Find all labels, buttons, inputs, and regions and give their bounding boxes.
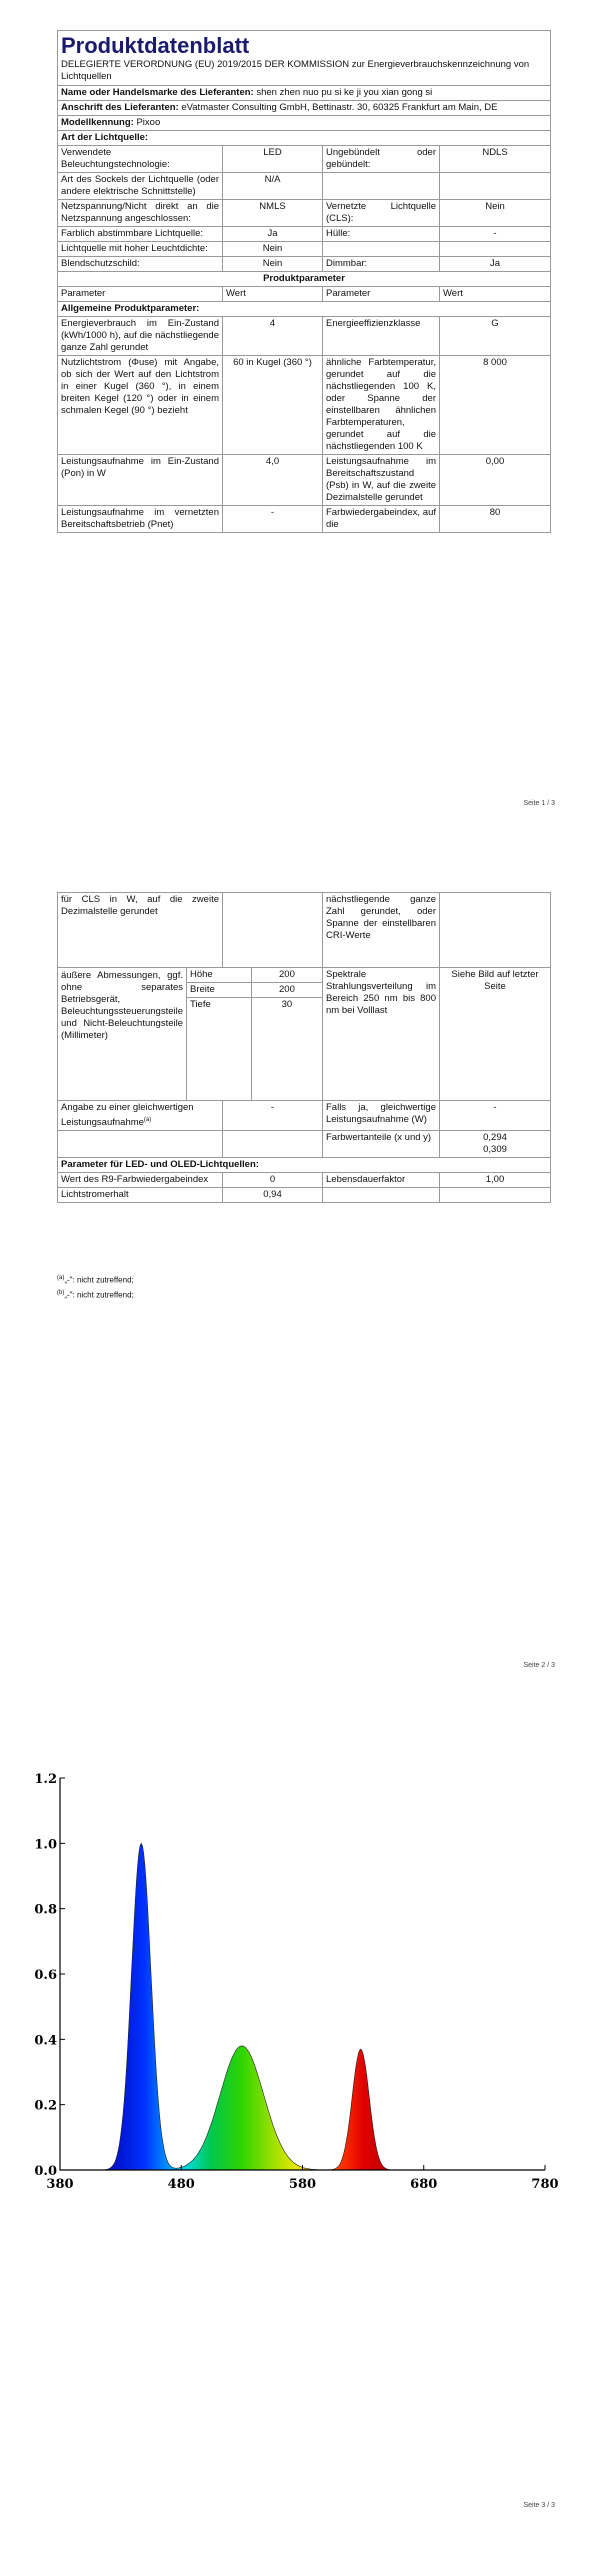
y-tick-label: 0.6 [34,1968,57,1983]
table-row [58,317,551,356]
cell-label: Nutzlichtstrom (Φuse) mit Angabe, ob sich der Wert auf den Lichtstrom in einer Kugel (360 °), in einem breiten Kegel (120 °) oder in einem schmalen Kegel (90 °) bezieht [58,356,223,455]
spectral-value: Siehe Bild auf letzter Seite [440,968,551,1101]
cell-label: Blendschutzschild: [58,257,223,272]
cell-label: Dimmbar: [323,257,440,272]
cell-value: N/A [223,173,323,200]
page-1 [0,0,603,820]
model-row [58,116,551,131]
x-tick-label: 480 [167,2177,195,2192]
dim-depth-label: Tiefe [187,998,252,1101]
cell-value: Ja [440,257,551,272]
dim-width-value: 200 [251,983,322,998]
light-source-type-heading: Art der Lichtquelle: [58,131,551,146]
empty-cell [58,1131,223,1158]
x-tick-label: 380 [46,2177,74,2192]
product-params-heading: Produktparameter [58,272,551,287]
y-tick-label: 0.8 [34,1902,57,1918]
equiv-label: Angabe zu einer gleichwertigen Leistungsaufnahme$^{(a)}$ [58,1101,223,1131]
table-row [58,1188,551,1203]
column-header: Parameter [58,287,223,302]
table-row [58,455,551,506]
cell-label: Vernetzte Lichtquelle (CLS): [323,200,440,227]
cell-value: NMLS [223,200,323,227]
page-number: Seite 3 / 3 [523,2502,555,2509]
footnotes [57,1272,134,1301]
dimensions-label: äußere Abmessungen, ggf. ohne separates Betriebsgerät, Beleuchtungssteuerungsteile und Nicht-Beleuchtungsteile (Millimeter) [58,968,187,1100]
dim-width-label: Breite [187,983,252,998]
spectral-distribution-chart [34,1740,560,2260]
cell-value: 80 [440,506,551,533]
led-params-heading: Parameter für LED- und OLED-Lichtquellen: [58,1158,551,1173]
dim-height-value: 200 [251,968,322,983]
x-tick-label: 680 [410,2177,438,2192]
table-row [58,146,551,173]
y-tick-label: 1.2 [34,1772,57,1787]
cell-value: Nein [223,257,323,272]
cell-label: Energieverbrauch im Ein-Zustand (kWh/1000 h), auf die nächstliegende ganze Zahl gerundet [58,317,223,356]
table-row [58,1101,551,1131]
cell-label: Art des Sockels der Lichtquelle (oder andere elektrische Schnittstelle) [58,173,223,200]
equiv-value: - [223,1101,323,1131]
chroma-values: 0,294 0,309 [440,1131,551,1158]
page-number: Seite 1 / 3 [523,800,555,807]
cell-value: 8 000 [440,356,551,455]
if-yes-value: - [440,1101,551,1131]
cell-label: ähnliche Farbtemperatur, gerundet auf die nächstliegenden 100 K, oder Spanne der einstellbaren ähnlichen Farbtemperaturen, gerundet auf die nächstliegenden 100 K [323,356,440,455]
dim-depth-value: 30 [251,998,322,1101]
cell-label: Lichtquelle mit hoher Leuchtdichte: [58,242,223,257]
y-tick-label: 0.4 [34,2033,57,2049]
cell-label [323,173,440,200]
cell-value [223,893,323,968]
table-row [58,257,551,272]
table-row [58,200,551,227]
table-row [58,227,551,242]
maintenance-value: 0,94 [223,1188,323,1203]
cell-value: 60 in Kugel (360 °) [223,356,323,455]
y-tick-label: 0.2 [34,2098,57,2114]
cell-label: Farblich abstimmbare Lichtquelle: [58,227,223,242]
cell-value [440,242,551,257]
table-row [58,506,551,533]
cell-label: Leistungsaufnahme im Ein-Zustand (Pon) in W [58,455,223,506]
cell-value: G [440,317,551,356]
table-row [58,1131,551,1158]
cell-value: Ja [223,227,323,242]
column-header: Wert [440,287,551,302]
table-row [58,968,551,1101]
chroma-label: Farbwertanteile (x und y) [323,1131,440,1158]
cell-label: Leistungsaufnahme im vernetzten Bereitschaftsbetrieb (Pnet) [58,506,223,533]
general-params-heading: Allgemeine Produktparameter: [58,302,551,317]
cell-value: LED [223,146,323,173]
spectral-label: Spektrale Strahlungsverteilung im Bereich 250 nm bis 800 nm bei Volllast [323,968,440,1101]
cell-value: 4,0 [223,455,323,506]
table-row [58,242,551,257]
cell-value: - [440,227,551,242]
page-title: Produktdatenblatt [61,33,250,58]
supplier-address-value: eVatmaster Consulting GmbH, Bettinastr. 30, 60325 Frankfurt am Main, DE [181,102,498,113]
page-2 [0,872,603,1682]
cell-value: 0,00 [440,455,551,506]
cell-value: NDLS [440,146,551,173]
cell-value [440,173,551,200]
supplier-name-row [58,86,551,101]
empty-cell [440,1188,551,1203]
cell-label: Ungebündelt oder gebündelt: [323,146,440,173]
supplier-address-row [58,101,551,116]
model-value: Pixoo [136,117,161,128]
column-header: Parameter [323,287,440,302]
cell-label: Netzspannung/Nicht direkt an die Netzspannung angeschlossen: [58,200,223,227]
dim-height-label: Höhe [187,968,252,983]
y-tick-label: 1.0 [34,1837,57,1853]
maintenance-label: Lichtstromerhalt [58,1188,223,1203]
y-tick-label: 0.0 [34,2164,57,2179]
cell-label: Energieeffizienzklasse [323,317,440,356]
cell-label: nächstliegende ganze Zahl gerundet, oder Spanne der einstellbaren CRI-Werte [323,893,440,968]
column-header: Wert [223,287,323,302]
r9-label: Wert des R9-Farbwiedergabeindex [58,1173,223,1188]
supplier-address-label: Anschrift des Lieferanten: [61,102,179,113]
cell-label: Farbwiedergabeindex, auf die [323,506,440,533]
table-row [58,173,551,200]
x-tick-label: 780 [531,2177,559,2192]
r9-value: 0 [223,1173,323,1188]
footnote-b: $^{(b)}$„-": nicht zutreffend; [57,1289,134,1300]
regulation-text: DELEGIERTE VERORDNUNG (EU) 2019/2015 DER KOMMISSION zur Energieverbrauchskennzeichnung von Lichtquellen [61,59,530,82]
cell-label: Hülle: [323,227,440,242]
cell-value [440,893,551,968]
empty-cell [323,1188,440,1203]
cell-value: Nein [223,242,323,257]
cell-value: - [223,506,323,533]
footnote-a: $^{(a)}$„-": nicht zutreffend; [57,1275,134,1285]
lifetime-value: 1,00 [440,1173,551,1188]
model-label: Modellkennung: [61,117,134,128]
supplier-name-label: Name oder Handelsmarke des Lieferanten: [61,87,254,98]
cell-label: für CLS in W, auf die zweite Dezimalstelle gerundet [58,893,223,968]
x-tick-label: 580 [288,2177,317,2192]
table-row [58,893,551,968]
spectrum-area [60,1843,545,2170]
datasheet-table-page2 [57,892,551,1203]
page-number: Seite 2 / 3 [523,1662,555,1669]
cell-value: Nein [440,200,551,227]
cell-label: Verwendete Beleuchtungstechnologie: [58,146,223,173]
cell-value: 4 [223,317,323,356]
cell-label: Leistungsaufnahme im Bereitschaftszustand (Psb) in W, auf die zweite Dezimalstelle gerundet [323,455,440,506]
table-row [58,1173,551,1188]
table-header-row [58,287,551,302]
datasheet-table-page1 [57,30,551,533]
lifetime-label: Lebensdauerfaktor [323,1173,440,1188]
dimensions-cell [58,968,323,1101]
cell-label [323,242,440,257]
empty-cell [223,1131,323,1158]
supplier-name-value: shen zhen nuo pu si ke ji you xian gong si [256,87,433,98]
table-row [58,356,551,455]
if-yes-label: Falls ja, gleichwertige Leistungsaufnahme (W) [323,1101,440,1131]
